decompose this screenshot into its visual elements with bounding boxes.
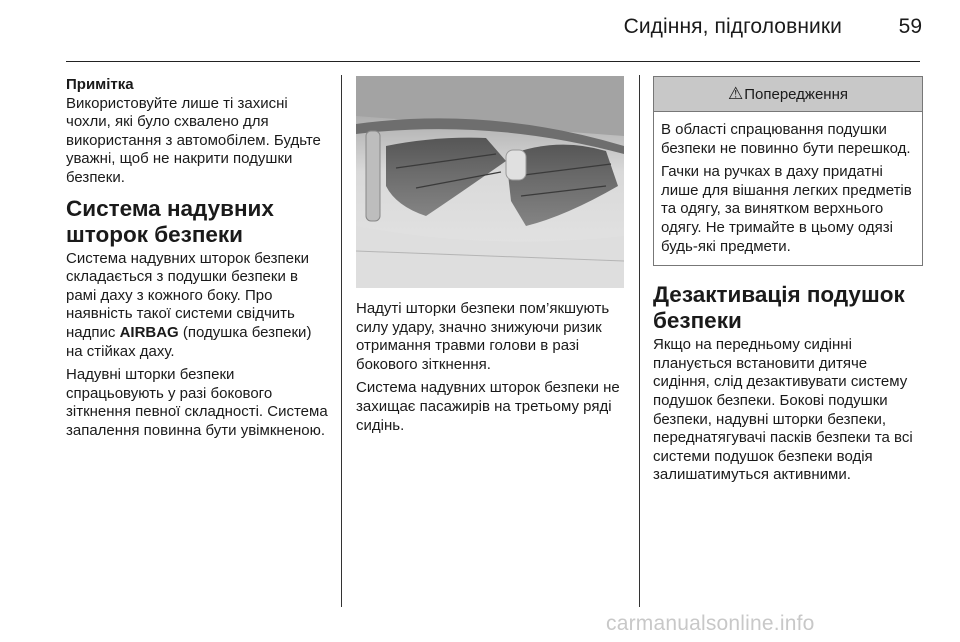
third-row-para: Система надувних шторок безпеки не захищає пасажирів на третьому ряді сидінь. (356, 379, 620, 434)
note-title: Примітка (66, 76, 134, 93)
page-header (0, 0, 960, 62)
curtain-airbag-illustration (356, 76, 624, 288)
airbag-label: AIRBAG (119, 323, 179, 341)
section-title-curtain-airbags: Система надувних шторок безпеки (66, 195, 274, 247)
warning-para-2: Гачки на ручках в даху придатні лише для вішання легких предметів та одягу, за винятком верхнього одягу. Не тримайте в цьому одязі будь-які предмети. (661, 163, 912, 255)
section-title-airbag-deactivation: Дезактивація подушок безпеки (653, 282, 905, 334)
page-title: Сидіння, підголовники (623, 15, 842, 38)
deactivation-para: Якщо на передньому сидінні планується встановити дитяче сидіння, слід дезактивувати систему подушок безпеки. Бокові подушки безпеки, надувні шторки безпеки, переднатягувачі пасків безпеки та всі системи подушок безпеки водія залишатимуться активними. (653, 336, 913, 484)
warning-box (653, 76, 923, 266)
warning-para-1: В області спрацювання подушки безпеки не повинно бути перешкод. (661, 121, 911, 157)
warning-header (654, 77, 922, 112)
note-text: Використовуйте лише ті захисні чохли, які було схвалено для використання з автомобілем. Будьте уважні, щоб не накрити подушки безпеки. (66, 94, 321, 186)
curtain-airbags-para-2: Надувні шторки безпеки спрацьовують у разі бокового зіткнення певної складності. Система запалення повинна бути увімкненою. (66, 366, 328, 439)
middle-column (356, 76, 626, 440)
watermark: carmanualsonline.info (606, 612, 815, 635)
warning-body (654, 112, 922, 265)
para-text: (подушка безпеки) на стійках даху. (66, 323, 312, 360)
para-text: Система надувних шторок безпеки складається з подушки безпеки в рамі даху з кожного боку. Про наявність такої системи свідчить надпис (66, 249, 309, 341)
column-divider-right (639, 75, 640, 607)
column-divider-left (341, 75, 342, 607)
inflated-airbags-para: Надуті шторки безпеки пом’якшують силу удару, значно знижуючи ризик отримання травми голови в разі бокового зіткнення. (356, 300, 610, 373)
curtain-airbag-image (356, 76, 624, 288)
warning-triangle-icon: ⚠ (727, 84, 744, 103)
right-column (653, 76, 925, 490)
header-rule (66, 61, 920, 62)
warning-title: Попередження (744, 86, 848, 103)
curtain-airbags-para-1 (66, 250, 328, 362)
left-column (66, 76, 328, 446)
page-number: 59 (898, 15, 922, 38)
